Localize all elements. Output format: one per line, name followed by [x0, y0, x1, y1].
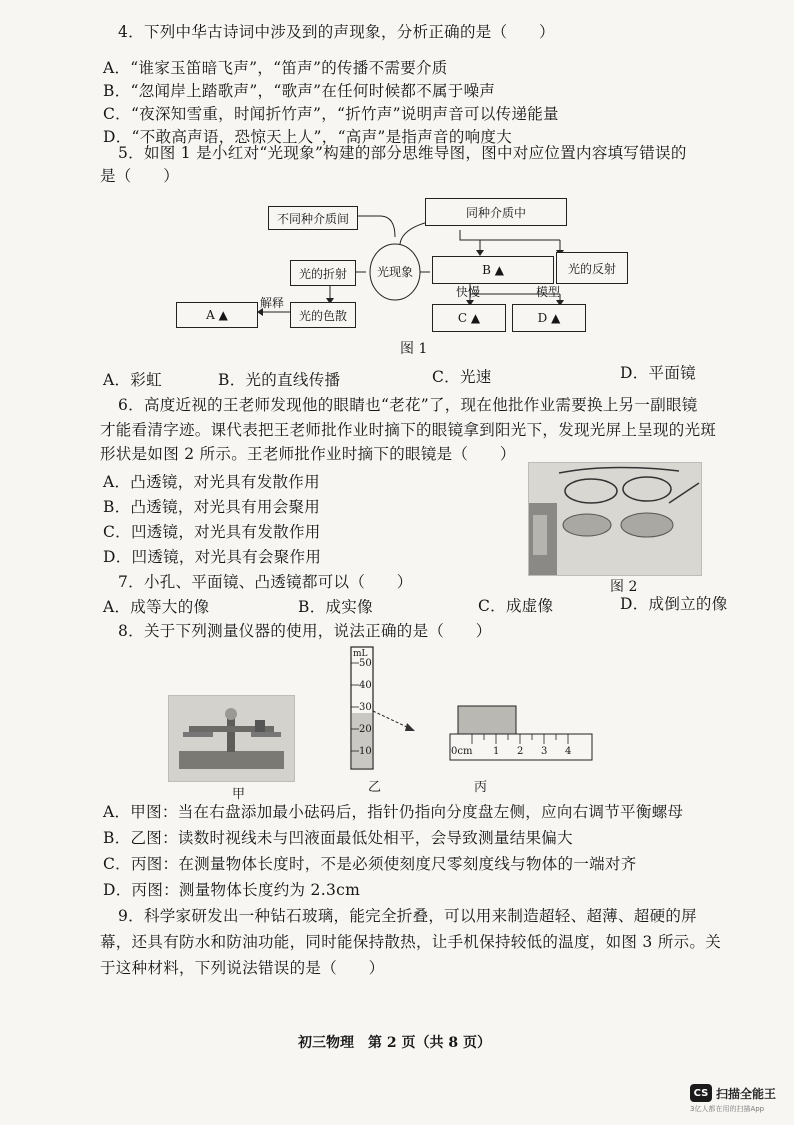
page-footer: 初三物理 第 2 页（共 8 页） [298, 1035, 491, 1051]
mindmap-reflection: 光的反射 [556, 252, 628, 284]
cylinder-tick-10: 10 [359, 746, 372, 757]
cylinder-drawing [345, 643, 425, 773]
q7-option-c: C．成虚像 [478, 597, 554, 615]
figure2-caption: 图 2 [610, 579, 638, 595]
q7-option-b: B．成实像 [298, 598, 373, 616]
figure2-photo [528, 462, 702, 576]
q5-option-b: B．光的直线传播 [218, 371, 341, 389]
mindmap-diff-medium: 不同种介质间 [268, 206, 358, 230]
cylinder-tick-40: 40 [359, 680, 372, 691]
cylinder-unit: mL [353, 649, 368, 659]
mindmap-same-medium: 同种介质中 [425, 198, 567, 226]
q7-option-d: D．成倒立的像 [620, 595, 728, 613]
q9-stem-line3: 于这种材料，下列说法错误的是（ ） [100, 959, 385, 977]
q4-option-b: B．“忽闻岸上踏歌声”，“歌声”在任何时候都不属于噪声 [103, 82, 496, 100]
label-yi: 乙 [368, 780, 382, 795]
mindmap-box-d: D ▲ [512, 304, 586, 332]
brand-subtitle: 3亿人都在用的扫描App [690, 1105, 765, 1113]
q5-option-d: D．平面镜 [620, 364, 696, 382]
q7-option-a: A．成等大的像 [103, 598, 210, 616]
cylinder-tick-50: 50 [359, 658, 372, 669]
q5-stem-line1: 5．如图 1 是小红对“光现象”构建的部分思维导图，图中对应位置内容填写错误的 [118, 144, 687, 162]
mindmap-dispersion: 光的色散 [290, 302, 356, 328]
q4-option-d: D．“不敢高声语，恐惊天上人”，“高声”是指声音的响度大 [103, 128, 513, 146]
mindmap-figure [170, 192, 616, 342]
measuring-cylinder-figure [345, 643, 425, 773]
q5-option-a: A．彩虹 [103, 371, 162, 389]
mindmap-center: 光现象 [376, 264, 413, 279]
q6-option-c: C．凹透镜，对光具有发散作用 [103, 523, 321, 541]
q8-option-d: D．丙图：测量物体长度约为 2.3cm [103, 881, 361, 899]
mindmap-explain-label: 解释 [260, 296, 285, 310]
q5-option-c: C．光速 [432, 368, 492, 386]
mindmap-refraction: 光的折射 [290, 260, 356, 286]
mindmap-model-label: 模型 [536, 285, 561, 299]
ruler-tick-2: 2 [517, 746, 524, 757]
mindmap-box-a: A ▲ [176, 302, 258, 328]
q7-stem: 7．小孔、平面镜、凸透镜都可以（ ） [118, 573, 413, 591]
q8-option-c: C．丙图：在测量物体长度时，不是必须使刻度尺零刻度线与物体的一端对齐 [103, 855, 637, 873]
ruler-tick-1: 1 [493, 746, 500, 757]
q8-option-a: A．甲图：当在右盘添加最小砝码后，指针仍指向分度盘左侧，应向右调节平衡螺母 [103, 803, 684, 821]
scanner-brand [690, 1084, 776, 1102]
q9-stem-line2: 幕，还具有防水和防油功能，同时能保持散热，让手机保持较低的温度，如图 3 所示。关 [100, 933, 722, 951]
ruler-drawing [448, 700, 598, 770]
q9-stem-line1: 9．科学家研发出一种钻石玻璃，能完全折叠，可以用来制造超轻、超薄、超硬的屏 [118, 907, 697, 925]
balance-photo [168, 695, 295, 782]
q6-stem-line3: 形状是如图 2 所示。王老师批作业时摘下的眼镜是（ ） [100, 445, 516, 463]
q8-option-b: B．乙图：读数时视线未与凹液面最低处相平，会导致测量结果偏大 [103, 829, 573, 847]
q5-stem-line2: 是（ ） [100, 167, 180, 185]
cylinder-tick-30: 30 [359, 702, 372, 713]
q6-option-d: D．凹透镜，对光具有会聚作用 [103, 548, 322, 566]
camscanner-logo-icon: CS [690, 1084, 712, 1102]
q4-option-a: A．“谁家玉笛暗飞声”，“笛声”的传播不需要介质 [103, 59, 448, 77]
q6-stem-line1: 6．高度近视的王老师发现他的眼睛也“老花”了，现在他批作业需要换上另一副眼镜 [118, 396, 698, 414]
q6-stem-line2: 才能看清字迹。课代表把王老师批作业时摘下的眼镜拿到阳光下，发现光屏上呈现的光斑 [100, 421, 717, 439]
q8-stem: 8．关于下列测量仪器的使用，说法正确的是（ ） [118, 622, 492, 640]
figure1-caption: 图 1 [400, 341, 428, 357]
brand-name: 扫描全能王 [716, 1086, 777, 1101]
ruler-figure [448, 700, 598, 770]
glasses-spots-illustration [529, 463, 701, 575]
q4-option-c: C．“夜深知雪重，时闻折竹声”，“折竹声”说明声音可以传递能量 [103, 105, 559, 123]
mindmap-speed-label: 快慢 [456, 285, 481, 299]
mindmap-box-b: B ▲ [432, 256, 554, 284]
ruler-tick-4: 4 [565, 746, 572, 757]
q6-option-a: A．凸透镜，对光具有发散作用 [103, 473, 320, 491]
mindmap-box-c: C ▲ [432, 304, 506, 332]
label-jia: 甲 [232, 787, 246, 802]
cylinder-tick-20: 20 [359, 724, 372, 735]
balance-illustration [169, 696, 294, 781]
ruler-tick-0: 0cm [451, 746, 473, 757]
q6-option-b: B．凸透镜，对光具有用会聚用 [103, 498, 321, 516]
ruler-tick-3: 3 [541, 746, 548, 757]
q4-stem: 4．下列中华古诗词中涉及到的声现象，分析正确的是（ ） [118, 23, 555, 41]
label-bing: 丙 [474, 780, 488, 795]
